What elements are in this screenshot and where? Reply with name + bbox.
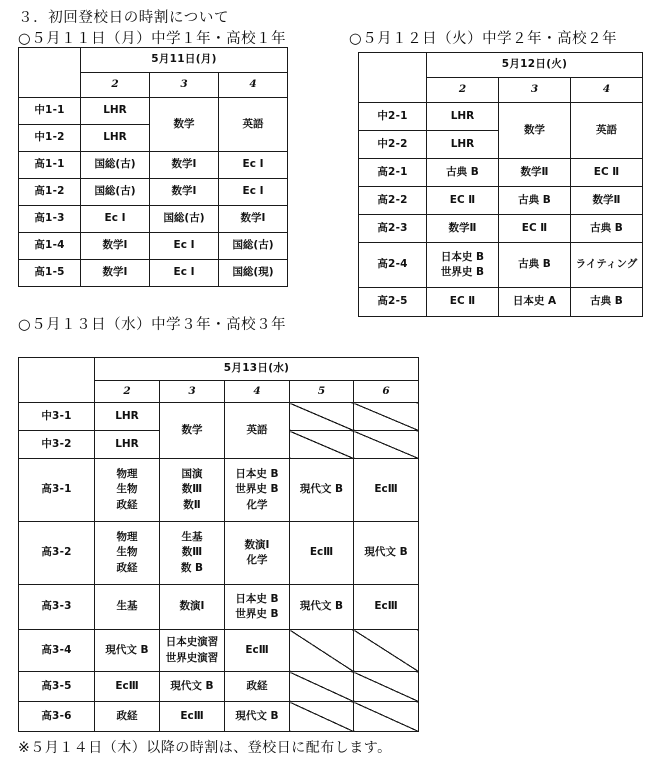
period-header-3: 3 (499, 78, 571, 103)
cell-subject: Ec Ⅰ (219, 152, 288, 179)
row-label: 高3-6 (19, 702, 95, 732)
table-row (19, 630, 419, 672)
cell-subject: 政経 (95, 702, 160, 732)
cell-subject: 数学Ⅰ (81, 233, 150, 260)
cell-subject: 古典 B (571, 215, 643, 243)
table-row (359, 288, 643, 317)
cell-subject: Ec Ⅰ (219, 179, 288, 206)
cell-subject: LHR (427, 131, 499, 159)
cell-subject: 現代文 B (290, 585, 354, 630)
section-heading-may-12: ○５月１２日（火）中学２年・高校２年 (349, 31, 618, 47)
day-label: 5月12日(火) (427, 53, 643, 78)
cell-subject: LHR (427, 103, 499, 131)
cell-subject: 日本史 B 世界史 B (427, 243, 499, 288)
corner-cell (19, 358, 95, 403)
row-label: 高2-4 (359, 243, 427, 288)
cell-subject: 数学Ⅰ (150, 179, 219, 206)
cell-subject: EC Ⅱ (571, 159, 643, 187)
row-label: 高3-4 (19, 630, 95, 672)
cell-subject: 物理 生物 政経 (95, 459, 160, 522)
row-label: 中2-2 (359, 131, 427, 159)
corner-cell (359, 53, 427, 103)
row-label: 高2-1 (359, 159, 427, 187)
cell-subject: 英語 (219, 98, 288, 152)
row-label: 高1-2 (19, 179, 81, 206)
cell-subject: 現代文 B (225, 702, 290, 732)
footer-note: ※５月１４日（木）以降の時割は、登校日に配布します。 (18, 740, 392, 756)
row-label: 中3-2 (19, 431, 95, 459)
cell-subject: LHR (95, 403, 160, 431)
cell-empty-diagonal (290, 702, 354, 732)
cell-subject: 日本史演習 世界史演習 (160, 630, 225, 672)
cell-subject: EC Ⅱ (427, 288, 499, 317)
section-heading-may-11: ○５月１１日（月）中学１年・高校１年 (18, 31, 287, 47)
table-row (359, 243, 643, 288)
cell-subject: 国演 数Ⅲ 数Ⅱ (160, 459, 225, 522)
row-label: 高3-3 (19, 585, 95, 630)
cell-empty-diagonal (290, 630, 354, 672)
cell-subject: EcⅢ (290, 522, 354, 585)
cell-subject: 国総(古) (81, 152, 150, 179)
cell-subject: 現代文 B (354, 522, 419, 585)
cell-empty-diagonal (354, 403, 419, 431)
cell-subject: 現代文 B (160, 672, 225, 702)
cell-subject: EcⅢ (354, 585, 419, 630)
cell-subject: 古典 B (499, 243, 571, 288)
cell-subject: EcⅢ (160, 702, 225, 732)
cell-subject: LHR (95, 431, 160, 459)
period-header-6: 6 (354, 381, 419, 403)
corner-cell (19, 48, 81, 98)
cell-subject: 数学Ⅱ (427, 215, 499, 243)
table-row (19, 260, 288, 287)
cell-subject: EC Ⅱ (427, 187, 499, 215)
page-title: ３．初回登校日の時割について (18, 10, 230, 26)
row-label: 高1-3 (19, 206, 81, 233)
period-header-5: 5 (290, 381, 354, 403)
table-row (19, 702, 419, 732)
row-label: 高1-5 (19, 260, 81, 287)
cell-subject: 英語 (571, 103, 643, 159)
row-label: 高2-2 (359, 187, 427, 215)
row-label: 高3-2 (19, 522, 95, 585)
cell-subject: 数学Ⅰ (219, 206, 288, 233)
period-header-2: 2 (427, 78, 499, 103)
cell-subject: LHR (81, 98, 150, 125)
cell-subject: Ec Ⅰ (81, 206, 150, 233)
day-label: 5月13日(水) (95, 358, 419, 381)
cell-empty-diagonal (290, 403, 354, 431)
table-row (19, 98, 288, 125)
cell-subject: Ec Ⅰ (150, 260, 219, 287)
table-row (359, 103, 643, 131)
table-row (19, 585, 419, 630)
table-row (359, 159, 643, 187)
cell-subject: 日本史 B 世界史 B 化学 (225, 459, 290, 522)
cell-subject: 政経 (225, 672, 290, 702)
cell-subject: 国総(現) (219, 260, 288, 287)
cell-subject: 国総(古) (81, 179, 150, 206)
row-label: 高2-3 (359, 215, 427, 243)
cell-subject: EcⅢ (95, 672, 160, 702)
table-row (19, 179, 288, 206)
table-header-row (359, 53, 643, 78)
cell-subject: 数学Ⅰ (81, 260, 150, 287)
cell-subject: 数学 (160, 403, 225, 459)
table-row (359, 215, 643, 243)
period-header-4: 4 (571, 78, 643, 103)
cell-subject: 国総(古) (150, 206, 219, 233)
row-label: 高2-5 (359, 288, 427, 317)
cell-subject: 日本史 A (499, 288, 571, 317)
table-row (19, 233, 288, 260)
cell-subject: Ec Ⅰ (150, 233, 219, 260)
cell-subject: 数学Ⅰ (150, 152, 219, 179)
table-row (19, 459, 419, 522)
cell-empty-diagonal (354, 672, 419, 702)
cell-empty-diagonal (354, 702, 419, 732)
timetable-may-11 (18, 47, 288, 287)
table-header-row (19, 48, 288, 73)
cell-subject: LHR (81, 125, 150, 152)
timetable-may-12 (358, 52, 643, 317)
section-heading-may-13: ○５月１３日（水）中学３年・高校３年 (18, 317, 287, 333)
cell-subject: 数学 (499, 103, 571, 159)
row-label: 高3-5 (19, 672, 95, 702)
cell-subject: EC Ⅱ (499, 215, 571, 243)
table-row (19, 206, 288, 233)
row-label: 中1-1 (19, 98, 81, 125)
period-header-2: 2 (81, 73, 150, 98)
row-label: 中3-1 (19, 403, 95, 431)
row-label: 中1-2 (19, 125, 81, 152)
table-row (19, 152, 288, 179)
cell-subject: 英語 (225, 403, 290, 459)
period-header-3: 3 (150, 73, 219, 98)
cell-subject: EcⅢ (354, 459, 419, 522)
period-header-4: 4 (219, 73, 288, 98)
cell-subject: 数学 (150, 98, 219, 152)
cell-subject: 物理 生物 政経 (95, 522, 160, 585)
table-row (359, 187, 643, 215)
cell-subject: 古典 B (427, 159, 499, 187)
cell-subject: 数演Ⅰ (160, 585, 225, 630)
row-label: 中2-1 (359, 103, 427, 131)
cell-subject: 古典 B (499, 187, 571, 215)
period-header-4: 4 (225, 381, 290, 403)
table-row (19, 672, 419, 702)
row-label: 高3-1 (19, 459, 95, 522)
row-label: 高1-1 (19, 152, 81, 179)
table-header-row (19, 358, 419, 381)
cell-empty-diagonal (290, 431, 354, 459)
cell-subject: ライティング (571, 243, 643, 288)
row-label: 高1-4 (19, 233, 81, 260)
cell-subject: 現代文 B (290, 459, 354, 522)
cell-empty-diagonal (354, 431, 419, 459)
timetable-may-13 (18, 357, 419, 732)
cell-subject: 数学Ⅱ (571, 187, 643, 215)
cell-subject: 古典 B (571, 288, 643, 317)
table-row (19, 522, 419, 585)
cell-subject: 現代文 B (95, 630, 160, 672)
cell-subject: 数演Ⅰ 化学 (225, 522, 290, 585)
table-row (19, 403, 419, 431)
cell-subject: 国総(古) (219, 233, 288, 260)
cell-subject: 生基 数Ⅲ 数 B (160, 522, 225, 585)
cell-subject: EcⅢ (225, 630, 290, 672)
cell-empty-diagonal (290, 672, 354, 702)
cell-subject: 数学Ⅱ (499, 159, 571, 187)
cell-subject: 生基 (95, 585, 160, 630)
cell-empty-diagonal (354, 630, 419, 672)
day-label: 5月11日(月) (81, 48, 288, 73)
period-header-3: 3 (160, 381, 225, 403)
cell-subject: 日本史 B 世界史 B (225, 585, 290, 630)
period-header-2: 2 (95, 381, 160, 403)
